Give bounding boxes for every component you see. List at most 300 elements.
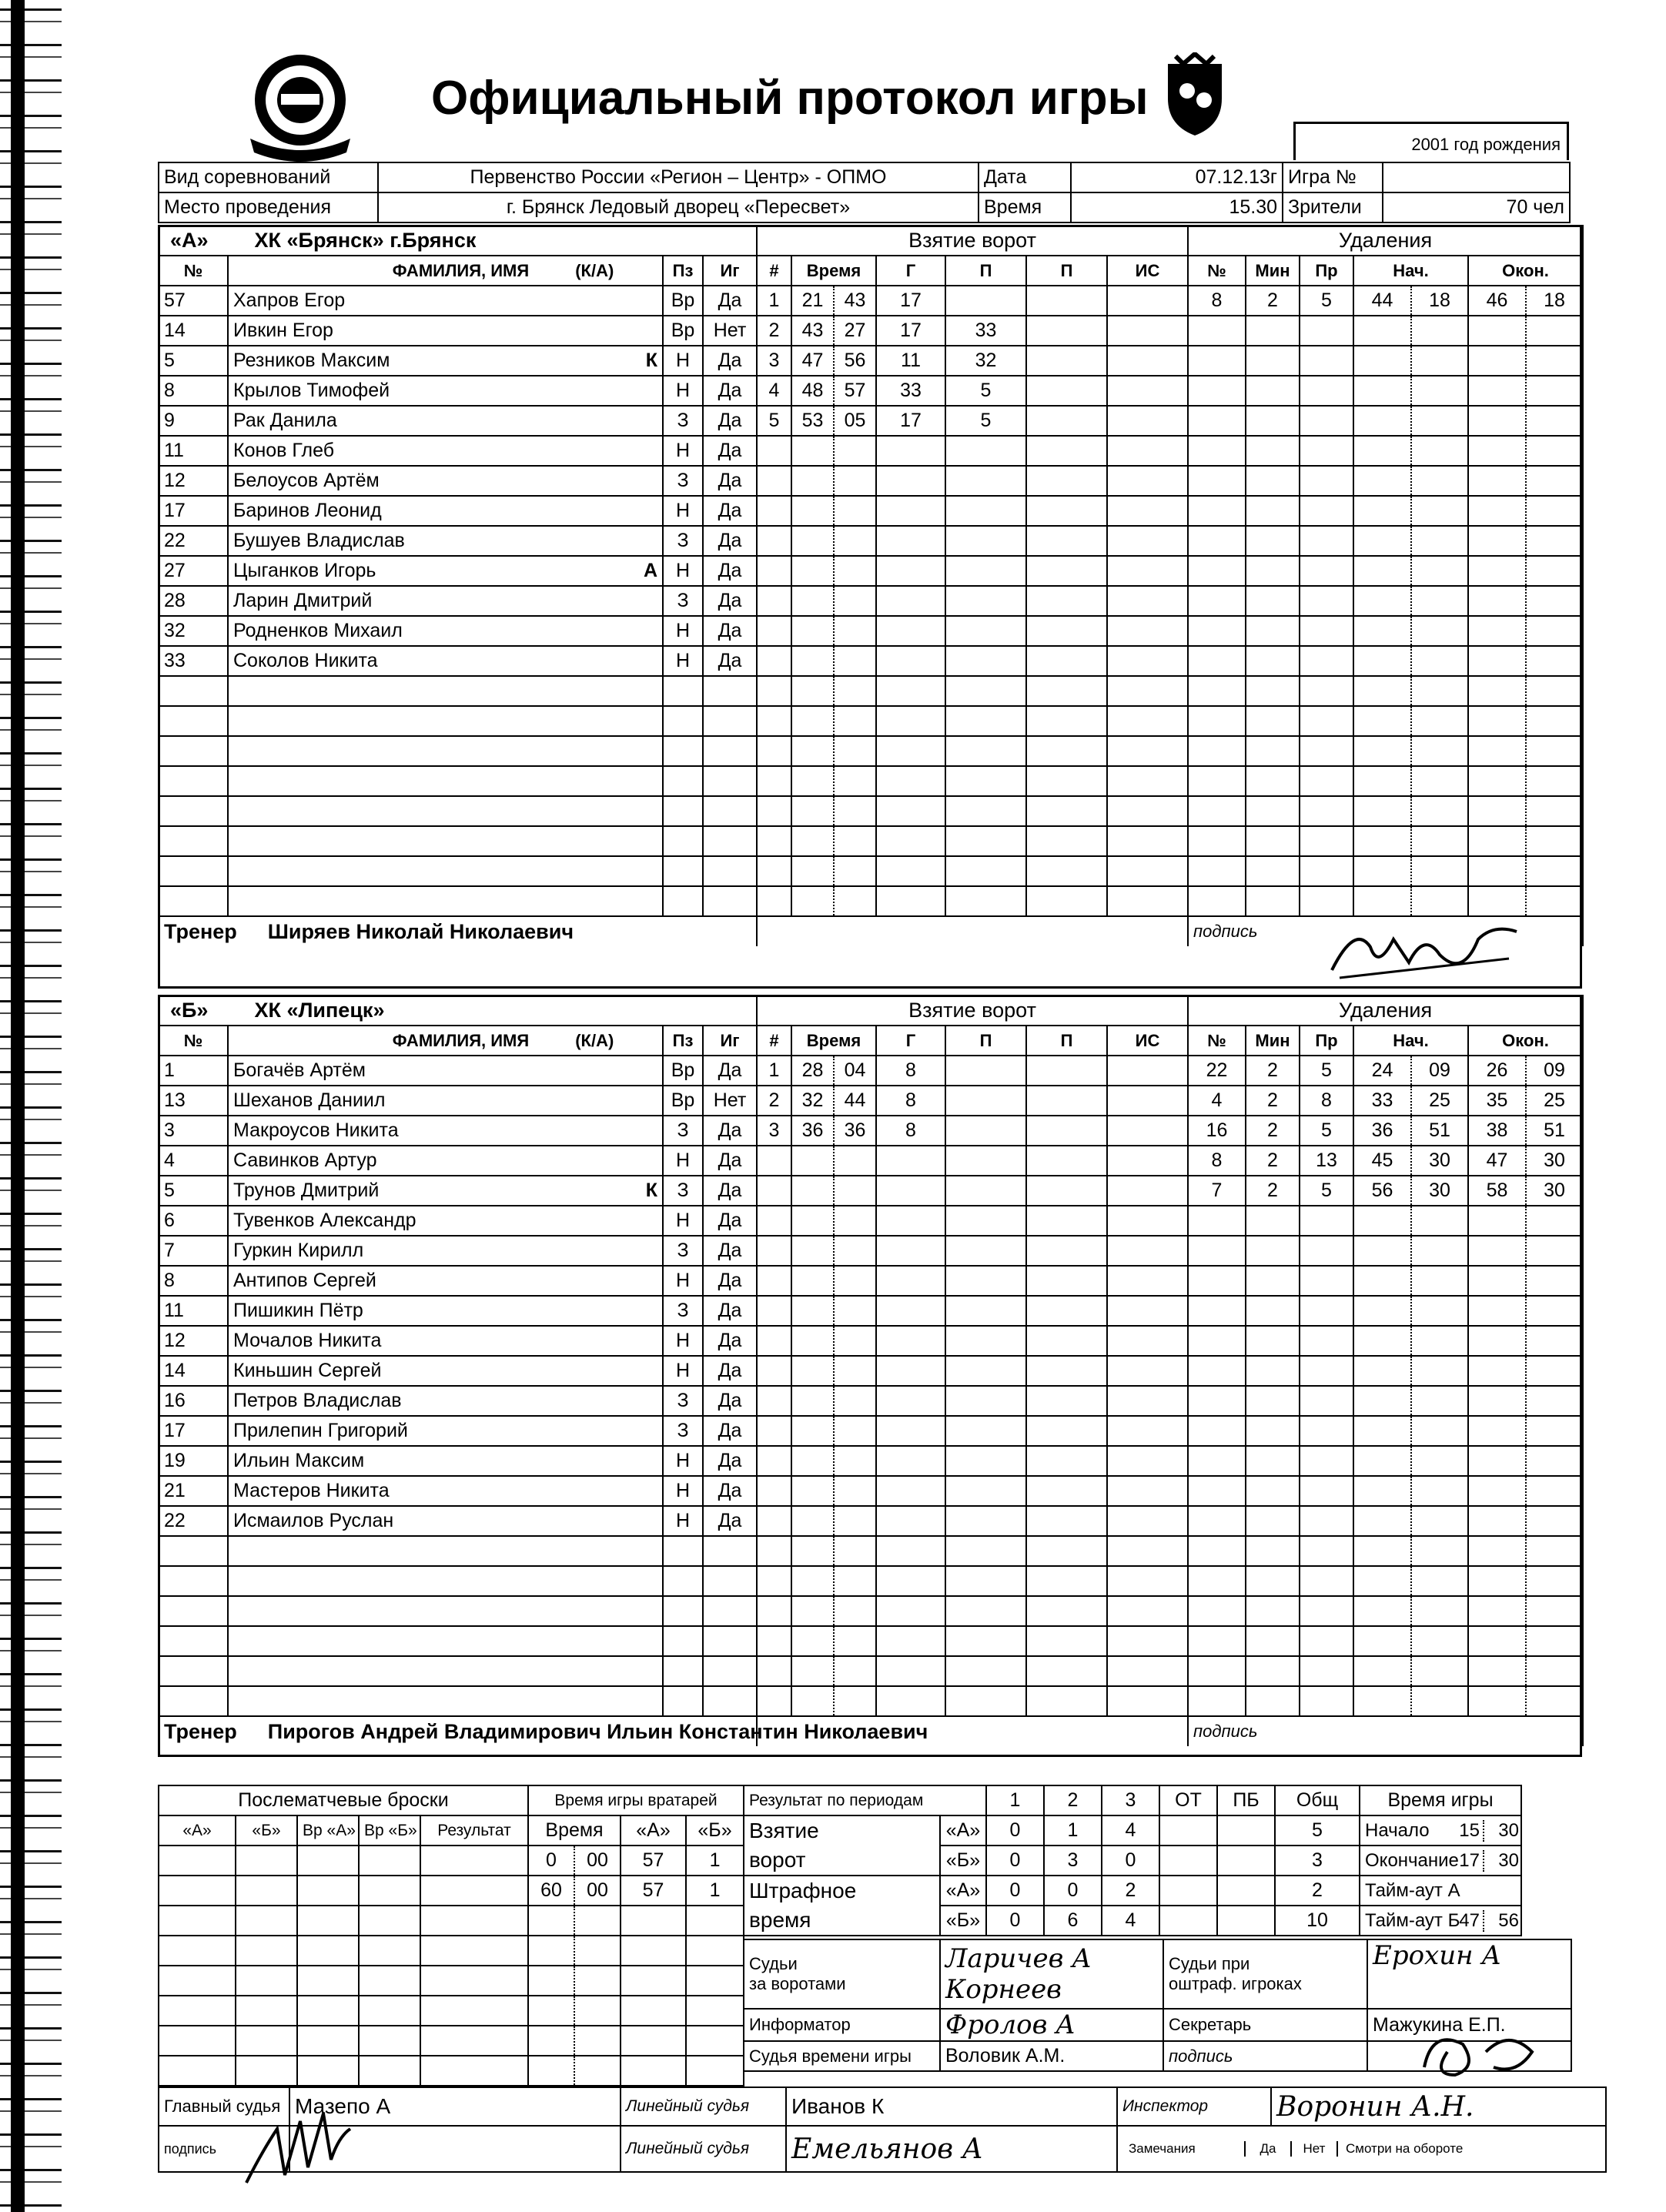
penalty-start-sec — [1411, 1326, 1468, 1356]
player-ka — [628, 1446, 663, 1476]
player-num — [159, 826, 228, 856]
player-row — [159, 796, 757, 826]
goal-assist-1 — [945, 466, 1026, 496]
shootout-cell — [297, 1846, 359, 1876]
player-pz — [663, 1656, 703, 1686]
player-pz: З — [663, 1386, 703, 1416]
penalty-code: 5 — [1300, 1056, 1353, 1086]
goal-sec — [834, 676, 876, 706]
player-ig — [703, 676, 757, 706]
goal-sec: 27 — [834, 316, 876, 346]
goal-assist-2 — [1026, 1416, 1107, 1446]
penalty-start-sec — [1411, 1626, 1468, 1656]
shootout-cell — [297, 1876, 359, 1906]
player-num — [159, 706, 228, 736]
period-cell: 0 — [986, 1906, 1044, 1936]
penalty-min — [1246, 1626, 1300, 1656]
penalty-num — [1188, 1326, 1246, 1356]
place-value: г. Брянск Ледовый дворец «Пересвет» — [378, 192, 979, 223]
penalty-start-sec — [1411, 406, 1468, 436]
goal-num — [757, 1386, 791, 1416]
player-row — [159, 736, 757, 766]
penalty-start-min — [1353, 796, 1411, 826]
player-row — [159, 1506, 757, 1536]
shootout-row — [159, 1966, 528, 1996]
player-num: 14 — [159, 1356, 228, 1386]
penalty-min — [1246, 676, 1300, 706]
penalty-end-min — [1468, 586, 1526, 616]
goal-row — [757, 1236, 1188, 1266]
player-name: Цыганков Игорь — [228, 556, 628, 586]
penalty-start-sec — [1411, 1536, 1468, 1566]
goal-min — [791, 766, 834, 796]
game-time-mm: 30 — [1498, 1819, 1519, 1841]
penalty-end-sec — [1526, 496, 1583, 526]
kind-label: Вид соревнований — [159, 162, 378, 192]
player-row — [159, 1356, 757, 1386]
goal-assist-2 — [1026, 766, 1107, 796]
penalty-end-sec — [1526, 556, 1583, 586]
period-row-label: ворот — [744, 1846, 940, 1876]
scan-edge-bar — [11, 0, 25, 2212]
goal-scorer: 33 — [876, 376, 945, 406]
line1-label: Линейный судья — [621, 2087, 786, 2126]
penalty-min — [1246, 736, 1300, 766]
goal-assist-2 — [1026, 1446, 1107, 1476]
goal-row — [757, 286, 1188, 316]
period-cell: 4 — [1102, 1906, 1159, 1936]
col-pen-start: Нач. — [1353, 1026, 1468, 1056]
game-time-hh: 17 — [1450, 1850, 1484, 1872]
goal-assist-1 — [945, 886, 1026, 916]
penalty-end-min — [1468, 1206, 1526, 1236]
time-label: Время — [979, 192, 1071, 223]
period-cell: «Б» — [940, 1846, 986, 1876]
player-row — [159, 1626, 757, 1656]
goal-status — [1107, 586, 1188, 616]
player-ka — [628, 1386, 663, 1416]
penalty-code — [1300, 856, 1353, 886]
goal-status — [1107, 1176, 1188, 1206]
penalty-code: 5 — [1300, 1176, 1353, 1206]
goal-assist-2 — [1026, 376, 1107, 406]
goal-assist-2 — [1026, 1206, 1107, 1236]
penalty-end-min — [1468, 466, 1526, 496]
shootout-cell — [236, 1996, 297, 2026]
player-row — [159, 1206, 757, 1236]
penalty-num — [1188, 826, 1246, 856]
goal-row — [757, 616, 1188, 646]
player-num: 22 — [159, 1506, 228, 1536]
goal-sec — [834, 886, 876, 916]
player-num: 17 — [159, 496, 228, 526]
goal-row — [757, 706, 1188, 736]
shootout-cell — [297, 2056, 359, 2086]
goals-title: Взятие ворот — [757, 996, 1188, 1026]
goal-min — [791, 1476, 834, 1506]
goal-assist-1 — [945, 1236, 1026, 1266]
goal-assist-1: 5 — [945, 406, 1026, 436]
penalty-end-min — [1468, 616, 1526, 646]
shootout-cell — [420, 1876, 528, 1906]
goal-row — [757, 826, 1188, 856]
player-name: Исмаилов Руслан — [228, 1506, 628, 1536]
goal-num — [757, 1176, 791, 1206]
goal-assist-1 — [945, 1326, 1026, 1356]
shootout-cell — [236, 1906, 297, 1936]
goal-num: 3 — [757, 1116, 791, 1146]
pen-judges-value: Ерохин А — [1367, 1939, 1571, 2009]
goal-sec: 04 — [834, 1056, 876, 1086]
goal-assist-2 — [1026, 1266, 1107, 1296]
player-ig: Да — [703, 466, 757, 496]
penalty-start-min — [1353, 526, 1411, 556]
shootout-cell — [359, 1966, 420, 1996]
goal-row — [757, 856, 1188, 886]
penalty-start-min — [1353, 1596, 1411, 1626]
player-pz — [663, 1596, 703, 1626]
goal-num — [757, 1626, 791, 1656]
penalty-start-min — [1353, 1566, 1411, 1596]
player-num — [159, 1686, 228, 1716]
shootout-row — [159, 1876, 528, 1906]
goal-min: 32 — [791, 1086, 834, 1116]
penalty-code — [1300, 376, 1353, 406]
goal-scorer — [876, 796, 945, 826]
goal-min — [791, 1146, 834, 1176]
goal-sec: 57 — [834, 376, 876, 406]
penalty-min — [1246, 466, 1300, 496]
goal-sec — [834, 1326, 876, 1356]
penalty-min: 2 — [1246, 1116, 1300, 1146]
penalty-code: 13 — [1300, 1146, 1353, 1176]
goal-sec — [834, 436, 876, 466]
period-cell: 4 — [1102, 1815, 1159, 1846]
penalty-code — [1300, 1506, 1353, 1536]
player-name: Баринов Леонид — [228, 496, 628, 526]
goal-num: 1 — [757, 1056, 791, 1086]
penalty-min — [1246, 616, 1300, 646]
col-pen-code: Пр — [1300, 256, 1353, 286]
goal-row — [757, 1476, 1188, 1506]
goal-row — [757, 1386, 1188, 1416]
goal-min — [791, 1596, 834, 1626]
goal-row — [757, 1656, 1188, 1686]
penalty-code — [1300, 1326, 1353, 1356]
player-pz — [663, 736, 703, 766]
shootout-cell — [159, 1876, 236, 1906]
penalty-num — [1188, 1356, 1246, 1386]
player-num: 32 — [159, 616, 228, 646]
penalty-start-min: 44 — [1353, 286, 1411, 316]
penalty-row — [1188, 586, 1583, 616]
goal-scorer — [876, 856, 945, 886]
pen-title-row — [1188, 226, 1583, 256]
penalty-num — [1188, 346, 1246, 376]
period-cell: «А» — [940, 1876, 986, 1906]
pen-judges-l1: Судьи при — [1169, 1954, 1250, 1973]
player-name — [228, 1536, 628, 1566]
goal-scorer: 11 — [876, 346, 945, 376]
penalty-row — [1188, 346, 1583, 376]
penalty-start-sec — [1411, 886, 1468, 916]
player-ig — [703, 1566, 757, 1596]
player-ka — [628, 796, 663, 826]
penalty-min — [1246, 436, 1300, 466]
goal-assist-1 — [945, 1386, 1026, 1416]
federation-logo-icon — [235, 54, 366, 169]
player-row — [159, 286, 757, 316]
penalty-code — [1300, 1236, 1353, 1266]
col-goal-status: ИС — [1107, 256, 1188, 286]
gk-row — [528, 1846, 744, 1876]
player-pz: Н — [663, 1266, 703, 1296]
player-name: Рак Данила — [228, 406, 628, 436]
penalty-end-sec — [1526, 376, 1583, 406]
penalty-row — [1188, 766, 1583, 796]
shootout-cell — [159, 1996, 236, 2026]
shootout-cell — [359, 1936, 420, 1966]
team-header-row — [159, 226, 757, 256]
goal-scorer — [876, 886, 945, 916]
goal-status — [1107, 1446, 1188, 1476]
goal-scorer — [876, 586, 945, 616]
penalty-end-min — [1468, 1656, 1526, 1686]
player-ka — [628, 286, 663, 316]
goal-assist-2 — [1026, 826, 1107, 856]
penalty-end-min — [1468, 436, 1526, 466]
goal-assist-1 — [945, 1446, 1026, 1476]
penalty-num — [1188, 316, 1246, 346]
goal-assist-1 — [945, 1086, 1026, 1116]
penalty-row — [1188, 1206, 1583, 1236]
player-row — [159, 1116, 757, 1146]
goal-row — [757, 556, 1188, 586]
goal-scorer — [876, 826, 945, 856]
game-time-cell — [1360, 1815, 1521, 1846]
penalty-code — [1300, 1206, 1353, 1236]
penalty-min — [1246, 826, 1300, 856]
goal-status — [1107, 496, 1188, 526]
penalty-end-sec — [1526, 316, 1583, 346]
shootout-row — [159, 2026, 528, 2056]
player-name: Пишикин Пётр — [228, 1296, 628, 1326]
goal-assist-2 — [1026, 856, 1107, 886]
periods-table — [743, 1785, 1522, 1936]
gk-cell — [686, 2056, 744, 2086]
penalty-start-sec — [1411, 466, 1468, 496]
goal-sec — [834, 856, 876, 886]
goal-row — [757, 1296, 1188, 1326]
gk-cell — [528, 1936, 574, 1966]
penalty-start-min — [1353, 436, 1411, 466]
player-row — [159, 556, 757, 586]
penalty-start-min — [1353, 556, 1411, 586]
period-cell: 3 — [1044, 1846, 1102, 1876]
penalty-end-min — [1468, 1686, 1526, 1716]
player-row — [159, 406, 757, 436]
goal-judges-value: Ларичев А Корнеев — [940, 1939, 1163, 2009]
goal-num: 4 — [757, 376, 791, 406]
gk-cell: 1 — [686, 1846, 744, 1876]
penalty-end-min — [1468, 736, 1526, 766]
goal-assist-2 — [1026, 706, 1107, 736]
goal-num — [757, 496, 791, 526]
goal-min: 43 — [791, 316, 834, 346]
player-name: Соколов Никита — [228, 646, 628, 676]
player-row — [159, 436, 757, 466]
player-row — [159, 1596, 757, 1626]
penalty-end-sec — [1526, 346, 1583, 376]
player-row — [159, 646, 757, 676]
shootout-cell — [159, 2056, 236, 2086]
penalty-start-sec — [1411, 616, 1468, 646]
period-cell: 0 — [986, 1815, 1044, 1846]
player-row — [159, 826, 757, 856]
penalty-min — [1246, 1536, 1300, 1566]
player-name: Шеханов Даниил — [228, 1086, 628, 1116]
penalty-code — [1300, 406, 1353, 436]
penalty-end-min — [1468, 346, 1526, 376]
pen-judges-l2: оштраф. игроках — [1169, 1974, 1302, 1993]
player-num: 57 — [159, 286, 228, 316]
player-ka — [628, 1146, 663, 1176]
penalty-start-sec — [1411, 1656, 1468, 1686]
period-cell: 0 — [986, 1876, 1044, 1906]
penalty-num: 7 — [1188, 1176, 1246, 1206]
penalty-end-min: 47 — [1468, 1146, 1526, 1176]
player-pz: З — [663, 1416, 703, 1446]
pen-header-row — [1188, 256, 1583, 286]
goal-num — [757, 616, 791, 646]
goal-sec — [834, 496, 876, 526]
goal-scorer: 8 — [876, 1086, 945, 1116]
shootout-cell — [159, 1966, 236, 1996]
player-ig — [703, 886, 757, 916]
penalty-num — [1188, 616, 1246, 646]
spect-label: Зрители — [1283, 192, 1383, 223]
goal-min — [791, 1656, 834, 1686]
goal-status — [1107, 1206, 1188, 1236]
shootout-row — [159, 1846, 528, 1876]
penalty-row — [1188, 886, 1583, 916]
goal-assist-2 — [1026, 676, 1107, 706]
penalty-end-sec — [1526, 1326, 1583, 1356]
goal-row — [757, 1536, 1188, 1566]
player-num: 3 — [159, 1116, 228, 1146]
goal-sec — [834, 1686, 876, 1716]
col-pen-min: Мин — [1246, 256, 1300, 286]
player-pz: Н — [663, 1146, 703, 1176]
player-pz: Н — [663, 1206, 703, 1236]
penalty-start-sec — [1411, 1266, 1468, 1296]
goal-assist-2 — [1026, 1116, 1107, 1146]
col-name — [228, 1026, 663, 1056]
referees-table — [158, 2087, 1607, 2173]
player-ig: Да — [703, 1446, 757, 1476]
shootout-cell — [420, 1966, 528, 1996]
player-ig: Да — [703, 1176, 757, 1206]
gk-time-table — [527, 1785, 744, 2087]
penalty-num: 8 — [1188, 1146, 1246, 1176]
goal-sec: 56 — [834, 346, 876, 376]
player-ka — [628, 1296, 663, 1326]
player-ka — [628, 1086, 663, 1116]
player-pz — [663, 676, 703, 706]
goal-min — [791, 586, 834, 616]
penalty-min — [1246, 1326, 1300, 1356]
col-pen-num: № — [1188, 1026, 1246, 1056]
penalty-start-sec: 25 — [1411, 1086, 1468, 1116]
penalty-start-sec — [1411, 1296, 1468, 1326]
goal-status — [1107, 1566, 1188, 1596]
player-num: 33 — [159, 646, 228, 676]
goal-min: 53 — [791, 406, 834, 436]
goal-min — [791, 826, 834, 856]
penalty-end-min: 58 — [1468, 1176, 1526, 1206]
goal-assist-2 — [1026, 1176, 1107, 1206]
player-row — [159, 1296, 757, 1326]
penalty-start-sec — [1411, 1686, 1468, 1716]
goal-min: 21 — [791, 286, 834, 316]
player-num — [159, 1596, 228, 1626]
gk-cell — [528, 1996, 574, 2026]
penalty-code — [1300, 436, 1353, 466]
goal-num — [757, 676, 791, 706]
shootout-cell — [236, 1966, 297, 1996]
penalty-end-sec: 30 — [1526, 1146, 1583, 1176]
penalty-start-min — [1353, 1536, 1411, 1566]
gk-cell: 57 — [621, 1876, 686, 1906]
goal-status — [1107, 406, 1188, 436]
goal-min — [791, 556, 834, 586]
penalty-start-min — [1353, 1326, 1411, 1356]
goal-scorer — [876, 496, 945, 526]
player-pz: З — [663, 466, 703, 496]
goal-num — [757, 1266, 791, 1296]
penalty-end-min — [1468, 526, 1526, 556]
coach-a-signature — [1324, 916, 1524, 986]
penalty-start-min — [1353, 706, 1411, 736]
goal-assist-1 — [945, 1176, 1026, 1206]
period-cell: 0 — [1102, 1846, 1159, 1876]
goal-assist-1 — [945, 1506, 1026, 1536]
period-col: 1 — [986, 1785, 1044, 1815]
penalty-row — [1188, 466, 1583, 496]
goal-status — [1107, 676, 1188, 706]
penalty-row — [1188, 406, 1583, 436]
player-pz: Н — [663, 556, 703, 586]
player-ig: Да — [703, 1116, 757, 1146]
periods-title: Результат по периодам — [744, 1785, 986, 1815]
player-row — [159, 1446, 757, 1476]
col-goal-num: # — [757, 1026, 791, 1056]
goal-status — [1107, 856, 1188, 886]
shootout-row — [159, 1936, 528, 1966]
penalty-code — [1300, 1266, 1353, 1296]
goal-scorer — [876, 556, 945, 586]
penalty-min — [1246, 886, 1300, 916]
player-row — [159, 1476, 757, 1506]
col-num: № — [159, 256, 228, 286]
penalty-end-sec — [1526, 856, 1583, 886]
goal-num — [757, 1146, 791, 1176]
goal-assist-1 — [945, 286, 1026, 316]
player-num — [159, 856, 228, 886]
period-col: 3 — [1102, 1785, 1159, 1815]
goal-row — [757, 766, 1188, 796]
shootout-cell — [297, 1906, 359, 1936]
